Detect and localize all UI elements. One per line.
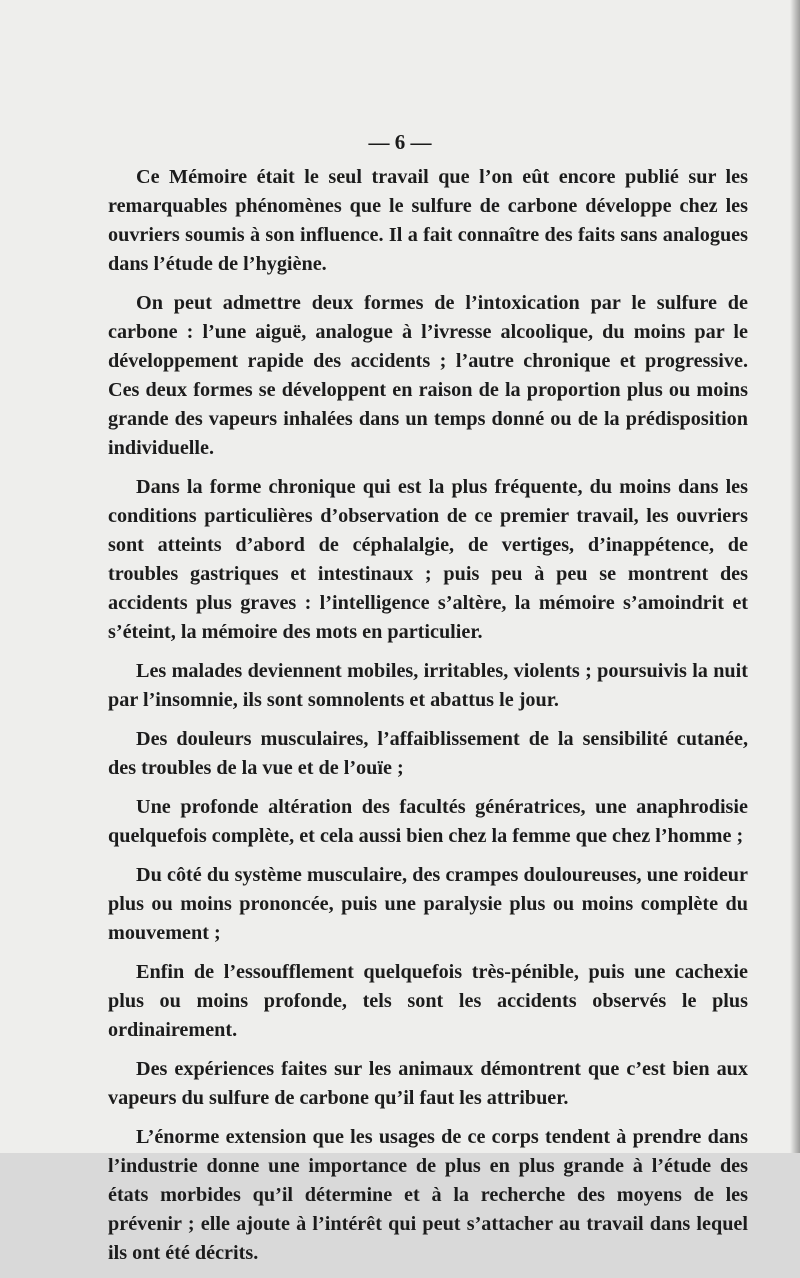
paragraph-3: Dans la forme chronique qui est la plus fréquente, du moins dans les conditions particulières d’observation de ce premier travail, les ouvriers sont atteints d’abord de céphalalgie, de vertiges, d’inappétence, de troubles gastriques et intestinaux ; puis peu à peu se montrent des accidents plus graves : l’intelligence s’altère, la mémoire s’amoindrit et s’éteint, la mémoire des mots en particulier. [108, 476, 748, 643]
page-number: — 6 — [368, 130, 432, 154]
body-text [108, 163, 748, 1278]
paragraph-4: Les malades deviennent mobiles, irritables, violents ; poursuivis la nuit par l’insomnie, ils sont somnolents et abattus le jour. [108, 660, 748, 711]
paragraph-7: Du côté du système musculaire, des crampes douloureuses, une roideur plus ou moins prononcée, puis une paralysie plus ou moins complète du mouvement ; [108, 864, 748, 944]
paragraph-6: Une profonde altération des facultés génératrices, une anaphrodisie quelquefois complète, et cela aussi bien chez la femme que chez l’homme ; [108, 796, 748, 847]
paragraph-9: Des expériences faites sur les animaux démontrent que c’est bien aux vapeurs du sulfure de carbone qu’il faut les attribuer. [108, 1058, 748, 1109]
page-edge-shadow [790, 0, 800, 1153]
paragraph-8: Enfin de l’essoufflement quelquefois très-pénible, puis une cachexie plus ou moins profonde, tels sont les accidents observés le plus ordinairement. [108, 961, 748, 1041]
paragraph-1: Ce Mémoire était le seul travail que l’on eût encore publié sur les remarquables phénomènes que le sulfure de carbone développe chez les ouvriers soumis à son influence. Il a fait connaître des faits sans analogues dans l’étude de l’hygiène. [108, 166, 748, 275]
paragraph-5: Des douleurs musculaires, l’affaiblissement de la sensibilité cutanée, des troubles de la vue et de l’ouïe ; [108, 728, 748, 779]
paragraph-2: On peut admettre deux formes de l’intoxication par le sulfure de carbone : l’une aiguë, analogue à l’ivresse alcoolique, du moins par le développement rapide des accidents ; l’autre chronique et progressive. Ces deux formes se développent en raison de la proportion plus ou moins grande des vapeurs inhalées dans un temps donné ou de la prédisposition individuelle. [108, 292, 748, 459]
paragraph-10: L’énorme extension que les usages de ce corps tendent à prendre dans l’industrie donne une importance de plus en plus grande à l’étude des états morbides qu’il détermine et à la recherche des moyens de les prévenir ; elle ajoute à l’intérêt qui peut s’attacher au travail dans lequel ils ont été décrits. [108, 1126, 748, 1264]
